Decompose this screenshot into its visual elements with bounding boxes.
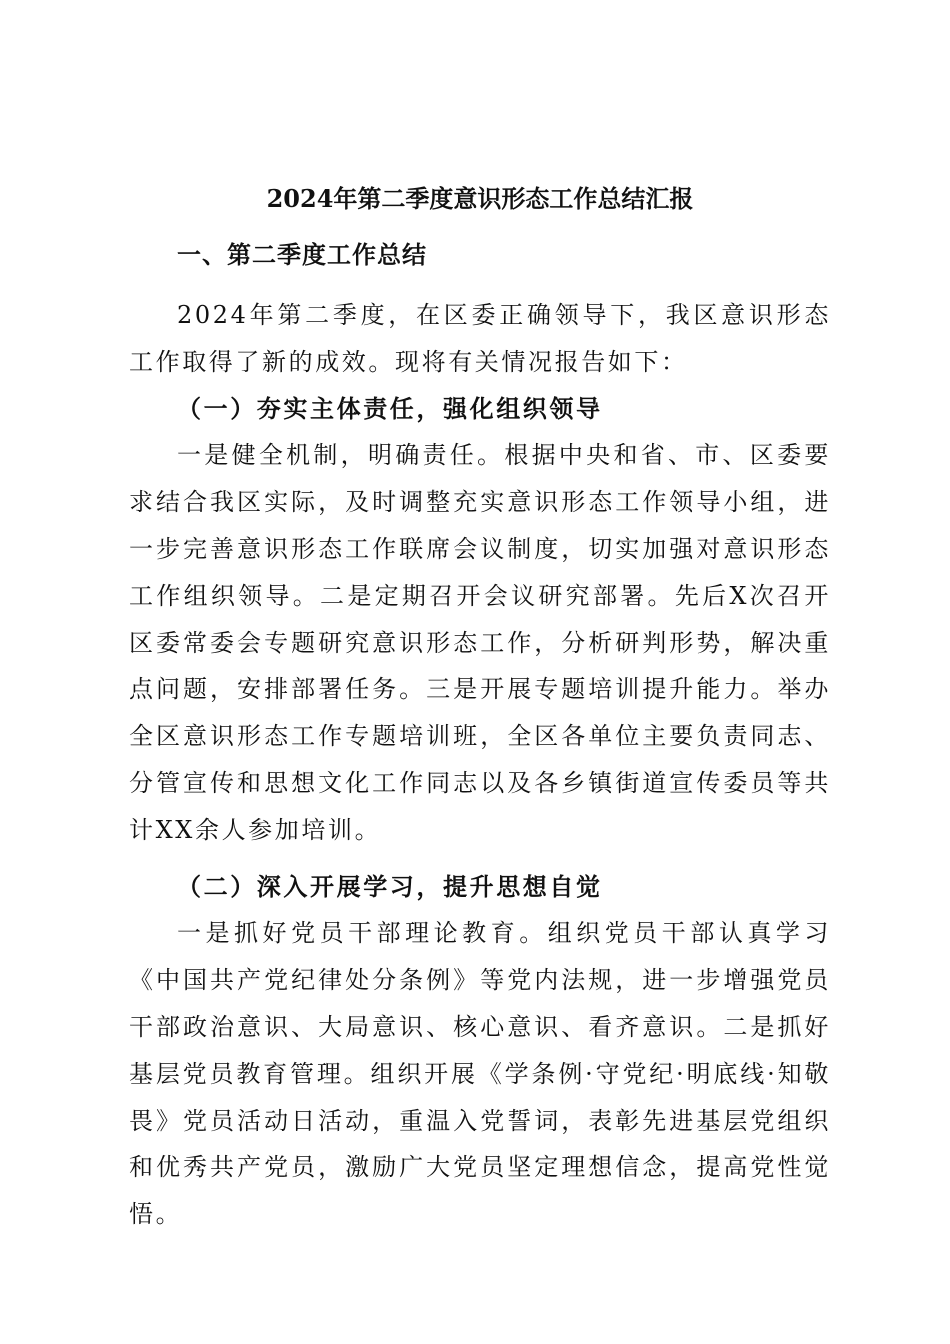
document-page [129, 184, 831, 1238]
subsection-paragraph-1: 一是健全机制，明确责任。根据中央和省、市、区委要求结合我区实际，及时调整充实意识形态工作领导小组，进一步完善意识形态工作联席会议制度，切实加强对意识形态工作组织领导。二是定期召开会议研究部署。先后X次召开区委常委会专题研究意识形态工作，分析研判形势，解决重点问题，安排部署任务。三是开展专题培训提升能力。举办全区意识形态工作专题培训班，全区各单位主要负责同志、分管宣传和思想文化工作同志以及各乡镇街道宣传委员等共计XX余人参加培训。 [129, 441, 831, 844]
subsection-heading-1: （一）夯实主体责任，强化组织领导 [177, 393, 603, 423]
subsection-heading-2: （二）深入开展学习，提升思想自觉 [177, 871, 603, 901]
intro-paragraph: 2024年第二季度，在区委正确领导下，我区意识形态工作取得了新的成效。现将有关情况报告如下： [129, 301, 831, 376]
document-title: 2024年第二季度意识形态工作总结汇报 [266, 184, 694, 213]
subsection-paragraph-2: 一是抓好党员干部理论教育。组织党员干部认真学习《中国共产党纪律处分条例》等党内法规，进一步增强党员干部政治意识、大局意识、核心意识、看齐意识。二是抓好基层党员教育管理。组织开展《学条例·守党纪·明底线·知敬畏》党员活动日活动，重温入党誓词，表彰先进基层党组织和优秀共产党员，激励广大党员坚定理想信念，提高党性觉悟。 [129, 919, 831, 1229]
section-heading-1: 一、第二季度工作总结 [177, 241, 427, 269]
